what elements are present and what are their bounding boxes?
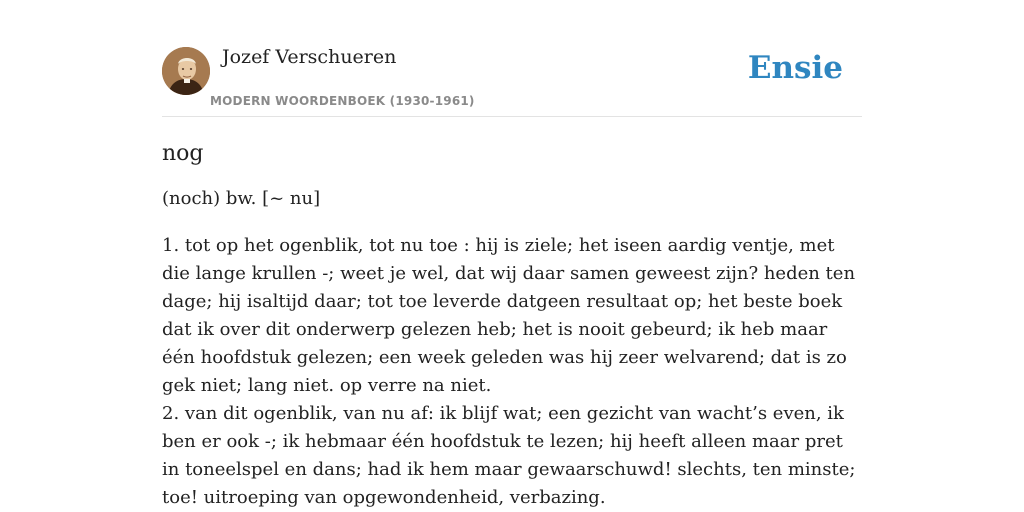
- dictionary-source[interactable]: MODERN WOORDENBOEK (1930-1961): [210, 94, 475, 108]
- definition-sense-2: 2. van dit ogenblik, van nu af: ik blijf wat; een gezicht van wacht’s even, ik ben er ook -; ik hebmaar één hoofdstuk te lezen; hij heeft alleen maar pret in toneelspel en dans; had ik hem maar gewaarschuwd! slechts, ten minste; toe! uitroeping van opgewondenheid, verbazing.: [162, 403, 856, 508]
- author-name[interactable]: Jozef Verschueren: [222, 46, 397, 68]
- ensie-logo-link[interactable]: Ensie: [747, 50, 843, 86]
- author-portrait-icon: [162, 47, 210, 95]
- entry-header: [162, 44, 862, 117]
- entry-grammar: (noch) bw. [~ nu]: [162, 188, 321, 209]
- entry-content: [162, 136, 864, 512]
- definition-sense-1: 1. tot op het ogenblik, tot nu toe : hij is ziele; het iseen aardig ventje, met die lange krullen -; weet je wel, dat wij daar samen geweest zijn? heden ten dage; hij isaltijd daar; tot toe leverde datgeen resultaat op; het beste boek dat ik over dit onderwerp gelezen heb; het is nooit gebeurd; ik heb maar één hoofdstuk gelezen; een week geleden was hij zeer welvarend; dat is zo gek niet; lang niet. op verre na niet.: [162, 235, 856, 396]
- entry-definition: [162, 232, 864, 512]
- entry-term: nog: [162, 141, 204, 166]
- author-avatar[interactable]: [162, 47, 210, 95]
